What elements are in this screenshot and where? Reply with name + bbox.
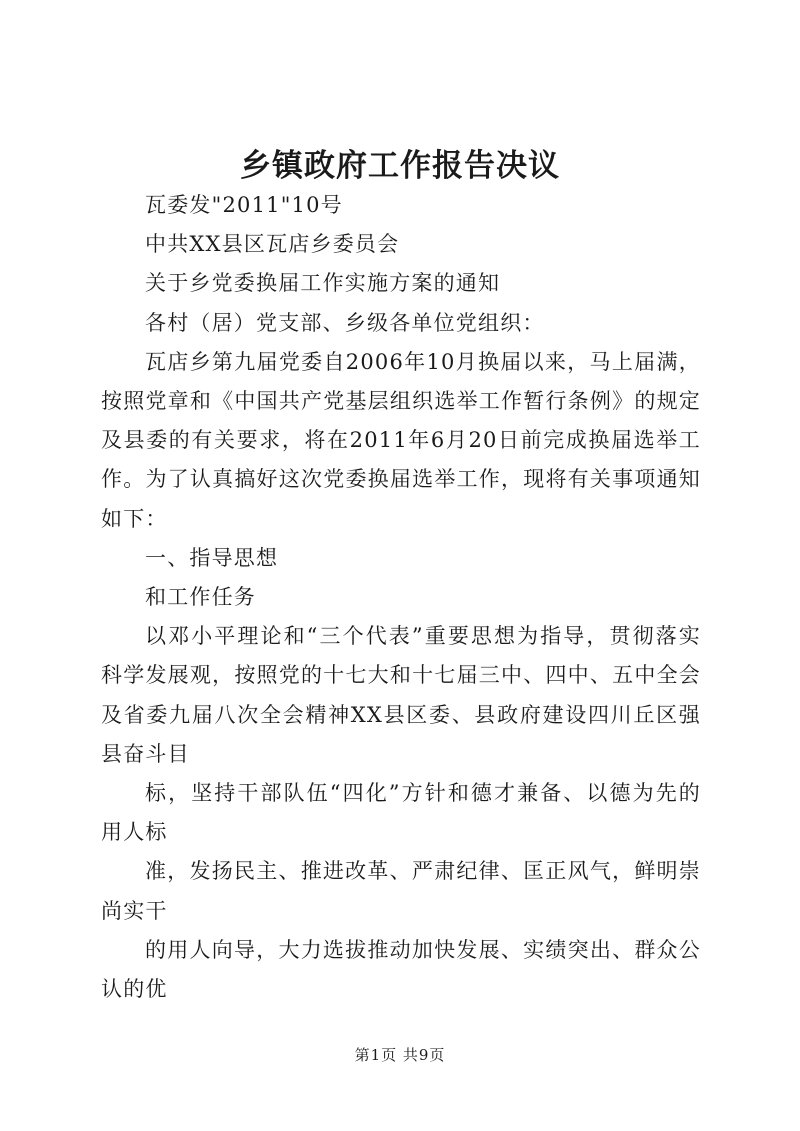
document-body (101, 186, 701, 1009)
document-number: 瓦委发"2011"10号 (145, 193, 343, 217)
paragraph-guiding-thought: 以邓小平理论和“三个代表”重要思想为指导，贯彻落实科学发展观，按照党的十七大和十七届三中、四中、五中全会及省委九届八次全会精神XX县区委、县政府建设四川丘区强县奋斗目 (101, 624, 701, 766)
section-heading: 一、指导思想 (145, 545, 279, 570)
page-number-footer: 第1页 共9页 (354, 1046, 446, 1064)
paragraph-continued-1: 标，坚持干部队伍“四化”方针和德才兼备、以德为先的用人标 (101, 781, 701, 845)
section-heading-continued: 和工作任务 (145, 585, 256, 610)
issuing-organization: 中共XX县区瓦店乡委员会 (145, 232, 400, 257)
recipients: 各村（居）党支部、乡级各单位党组织： (145, 310, 545, 335)
document-title: 乡镇政府工作报告决议 (240, 148, 560, 184)
paragraph-intro: 瓦店乡第九届党委自2006年10月换届以来，马上届满，按照党章和《中国共产党基层组织选举工作暂行条例》的规定及县委的有关要求，将在2011年6月20日前完成换届选举工作。为了认真搞好这次党委换届选举工作，现将有关事项通知如下： (101, 349, 701, 531)
notice-subject: 关于乡党委换届工作实施方案的通知 (145, 271, 501, 296)
paragraph-continued-3: 的用人向导，大力选拔推动加快发展、实绩突出、群众公认的优 (101, 937, 701, 1002)
paragraph-continued-2: 准，发扬民主、推进改革、严肃纪律、匡正风气，鲜明崇尚实干 (101, 859, 701, 923)
